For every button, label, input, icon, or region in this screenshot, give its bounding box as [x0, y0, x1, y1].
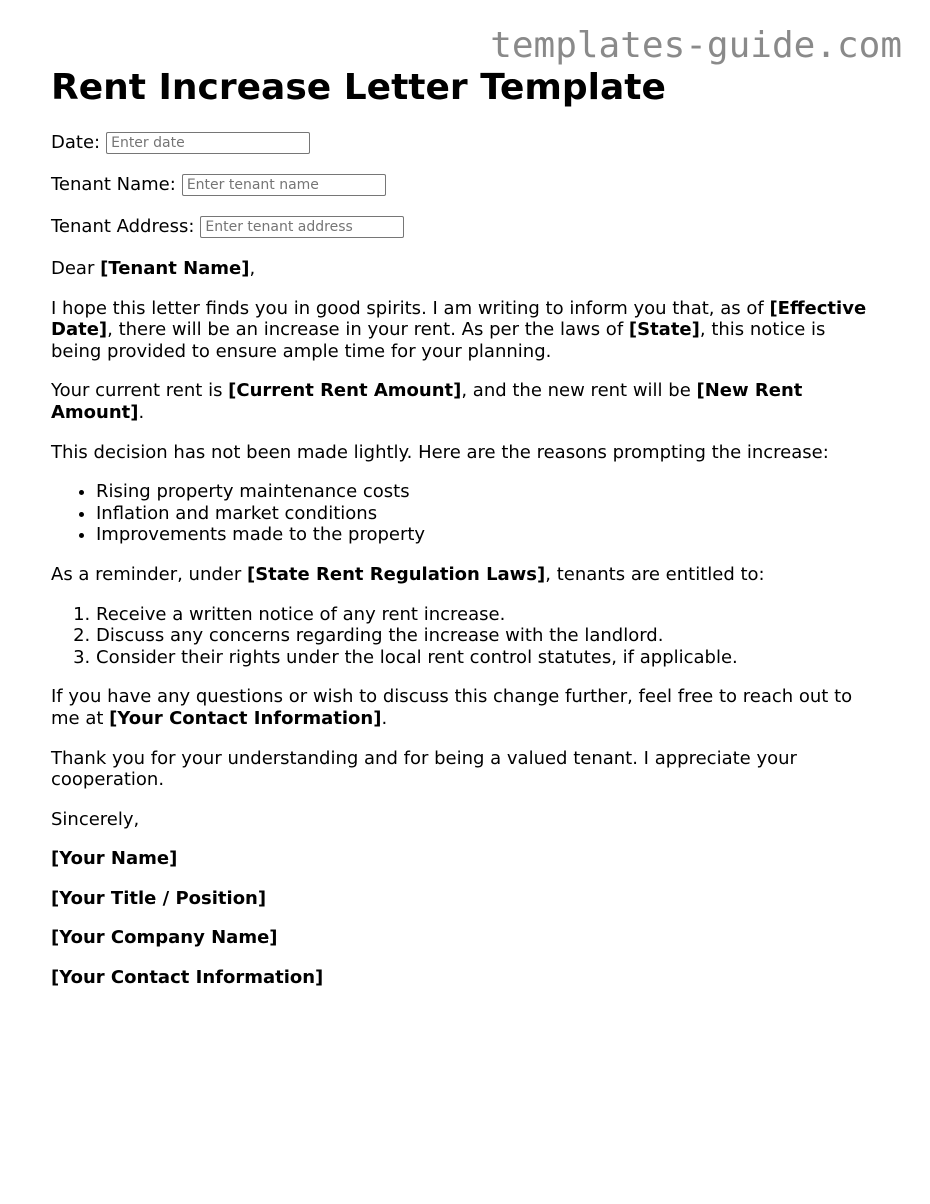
- rights-intro-paragraph: [51, 564, 881, 586]
- rent-amount-paragraph: [51, 380, 881, 423]
- salutation-suffix: ,: [249, 258, 256, 279]
- contact-text-2: .: [381, 707, 388, 729]
- effective-date-placeholder: [Effective Date]: [51, 297, 867, 341]
- contact-paragraph: [51, 686, 881, 729]
- intro-text-3: , this notice is being provided to ensure ample time for your planning.: [51, 319, 826, 362]
- list-item: • Inflation and market conditions: [96, 503, 881, 525]
- signature-contact: [Your Contact Information]: [51, 967, 324, 989]
- rent-text-2: , and the new rent will be: [461, 380, 697, 402]
- closing: Sincerely,: [51, 808, 140, 830]
- rights-text-2: , tenants are entitled to:: [545, 563, 765, 585]
- tenant-address-field-row: [51, 216, 881, 238]
- rights-text-1: As a reminder, under: [51, 563, 247, 585]
- tenant-name-label: Tenant Name:: [51, 174, 176, 195]
- signature-company: [Your Company Name]: [51, 927, 278, 949]
- rent-text-1: Your current rent is: [51, 380, 229, 402]
- tenant-name-input[interactable]: [182, 174, 386, 196]
- list-item: 1. Receive a written notice of any rent increase.: [96, 604, 881, 626]
- date-label: Date:: [51, 132, 101, 153]
- date-field-row: [51, 132, 881, 154]
- tenant-address-label: Tenant Address:: [51, 216, 195, 237]
- intro-text-2: , there will be an increase in your rent. As per the laws of: [107, 319, 629, 341]
- signature-block: [51, 848, 881, 988]
- list-item: 2. Discuss any concerns regarding the increase with the landlord.: [96, 625, 881, 647]
- current-rent-placeholder: [Current Rent Amount]: [228, 380, 462, 402]
- new-rent-placeholder: [New Rent Amount]: [51, 380, 803, 423]
- reasons-intro-paragraph: This decision has not been made lightly. Here are the reasons prompting the increase:: [51, 441, 829, 463]
- rent-text-3: .: [138, 401, 145, 423]
- signature-title: [Your Title / Position]: [51, 887, 267, 909]
- list-item: • Rising property maintenance costs: [96, 481, 881, 503]
- letter-document: [51, 66, 881, 1007]
- contact-info-placeholder: [Your Contact Information]: [109, 707, 382, 729]
- salutation-prefix: Dear: [51, 258, 101, 279]
- contact-text-1: If you have any questions or wish to discuss this change further, feel free to reach out to me at: [51, 686, 853, 729]
- tenant-name-field-row: [51, 174, 881, 196]
- reasons-list: [51, 481, 881, 546]
- state-placeholder: [State]: [628, 319, 700, 341]
- salutation-tenant-name: [Tenant Name]: [100, 258, 250, 279]
- salutation: [51, 258, 881, 280]
- rights-list: [51, 604, 881, 669]
- intro-paragraph: [51, 298, 881, 363]
- list-item: 3. Consider their rights under the local rent control statutes, if applicable.: [96, 647, 881, 669]
- list-item: • Improvements made to the property: [96, 524, 881, 546]
- signature-name: [Your Name]: [51, 848, 178, 870]
- thanks-paragraph: Thank you for your understanding and for being a valued tenant. I appreciate your cooperation.: [51, 747, 797, 791]
- tenant-address-input[interactable]: [200, 216, 404, 238]
- watermark-text: templates-guide.com: [490, 25, 902, 66]
- date-input[interactable]: [106, 132, 310, 154]
- state-laws-placeholder: [State Rent Regulation Laws]: [246, 563, 546, 585]
- page-title: Rent Increase Letter Template: [51, 67, 666, 108]
- intro-text-1: I hope this letter finds you in good spirits. I am writing to inform you that, as of: [51, 297, 770, 319]
